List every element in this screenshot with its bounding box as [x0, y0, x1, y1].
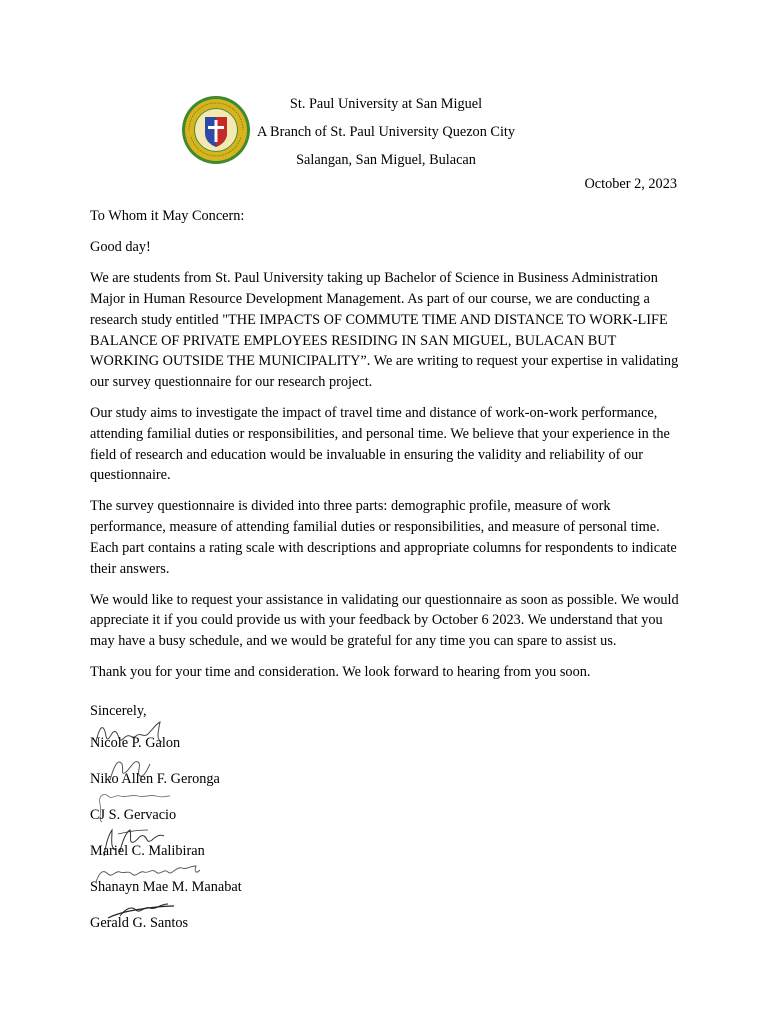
signatory: [90, 898, 410, 932]
paragraph-study-aim: Our study aims to investigate the impact of travel time and distance of work-on-work performance, attending familial duties or responsibilities, and personal time. We believe that your experience in the field of research and education would be invaluable in ensuring the validity and reliability of our questionnaire.: [90, 405, 670, 484]
letterhead-branch: A Branch of St. Paul University Quezon City: [256, 124, 516, 140]
signatory: [90, 754, 410, 788]
signatory-name: Nicole P. Galon: [90, 735, 181, 751]
signatory-name: Gerald G. Santos: [90, 915, 189, 931]
signatory: [90, 862, 410, 896]
signatory-name: CJ S. Gervacio: [90, 807, 177, 823]
signatory-name: Niko Allen F. Geronga: [90, 771, 220, 787]
university-seal-icon: [181, 95, 251, 165]
paragraph-introduction: We are students from St. Paul University taking up Bachelor of Science in Business Administration Major in Human Resource Development Management. As part of our course, we are conducting a research study entitled "THE IMPACTS OF COMMUTE TIME AND DISTANCE TO WORK-LIFE BALANCE OF PRIVATE EMPLOYEES RESIDING IN SAN MIGUEL, BULACAN BUT WORKING OUTSIDE THE MUNICIPALITY”. We are writing to request your expertise in validating our survey questionnaire for our research project.: [90, 270, 679, 390]
letterhead-address: Salangan, San Miguel, Bulacan: [296, 152, 476, 168]
paragraph-questionnaire-structure: The survey questionnaire is divided into three parts: demographic profile, measure of work performance, measure of attending familial duties or responsibilities, and measure of personal time. Each part contains a rating scale with descriptions and appropriate columns for respondents to indicate their answers.: [90, 498, 677, 577]
signatory: [90, 790, 410, 824]
closing-sincerely: Sincerely,: [90, 703, 147, 719]
salutation: To Whom it May Concern:: [90, 208, 245, 224]
greeting: Good day!: [90, 239, 151, 256]
letter-body: [90, 206, 680, 694]
letter-date: October 2, 2023: [584, 176, 677, 192]
signatory: [90, 826, 410, 860]
signatory: [90, 718, 410, 752]
paragraph-thanks: Thank you for your time and consideration. We look forward to hearing from you soon.: [90, 664, 591, 681]
letterhead-university-name: St. Paul University at San Miguel: [289, 96, 483, 112]
signatory-name: Shanayn Mae M. Manabat: [90, 879, 242, 895]
signatory-name: Mariel C. Malibiran: [90, 843, 205, 859]
paragraph-request: We would like to request your assistance in validating our questionnaire as soon as possible. We would appreciate it if you could provide us with your feedback by October 6 2023. We understand that you may have a busy schedule, and we would be grateful for any time you can spare to assist us.: [90, 591, 679, 650]
letterhead: [0, 90, 768, 172]
